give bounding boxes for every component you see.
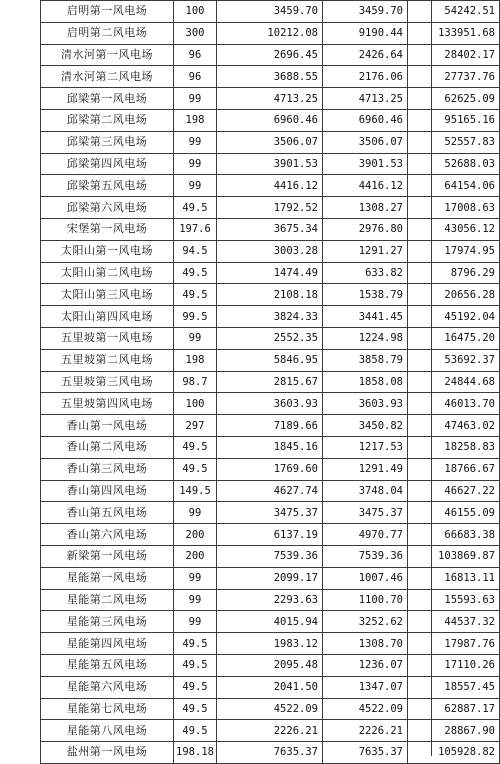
data-table-container xyxy=(40,0,495,759)
value-b-cell: 3459.70 xyxy=(323,1,408,23)
value-b-cell: 1858.08 xyxy=(323,371,408,393)
farm-name-cell: 香山第五风电场 xyxy=(41,502,174,524)
value-c-cell: 95165.16 xyxy=(408,109,500,131)
value-a-cell: 3459.70 xyxy=(217,1,323,23)
table-row xyxy=(41,545,500,567)
value-b-cell: 3603.93 xyxy=(323,393,408,415)
value-a-cell: 6960.46 xyxy=(217,109,323,131)
value-b-cell: 9190.44 xyxy=(323,22,408,44)
value-a-cell: 4713.25 xyxy=(217,88,323,110)
value-a-cell: 2696.45 xyxy=(217,44,323,66)
value-b-cell: 4522.09 xyxy=(323,698,408,720)
value-c-cell: 28402.17 xyxy=(408,44,500,66)
capacity-cell: 100 xyxy=(174,1,217,23)
value-b-cell: 1291.27 xyxy=(323,240,408,262)
farm-name-cell: 五里坡第二风电场 xyxy=(41,349,174,371)
capacity-cell: 99.5 xyxy=(174,306,217,328)
table-row xyxy=(41,393,500,415)
value-b-cell: 1308.70 xyxy=(323,633,408,655)
table-row xyxy=(41,567,500,589)
value-a-cell: 4416.12 xyxy=(217,175,323,197)
table-row xyxy=(41,524,500,546)
table-row xyxy=(41,349,500,371)
capacity-cell: 49.5 xyxy=(174,284,217,306)
value-b-cell: 3450.82 xyxy=(323,415,408,437)
value-a-cell: 3824.33 xyxy=(217,306,323,328)
capacity-cell: 49.5 xyxy=(174,633,217,655)
value-b-cell: 1347.07 xyxy=(323,676,408,698)
table-row xyxy=(41,109,500,131)
capacity-cell: 49.5 xyxy=(174,262,217,284)
value-c-cell: 17110.26 xyxy=(408,654,500,676)
table-row xyxy=(41,415,500,437)
value-a-cell: 2041.50 xyxy=(217,676,323,698)
table-row xyxy=(41,633,500,655)
farm-name-cell: 新梁第一风电场 xyxy=(41,545,174,567)
value-c-cell: 44537.32 xyxy=(408,611,500,633)
value-a-cell: 5846.95 xyxy=(217,349,323,371)
value-c-cell: 66683.38 xyxy=(408,524,500,546)
table-row xyxy=(41,589,500,611)
farm-name-cell: 清水河第一风电场 xyxy=(41,44,174,66)
value-b-cell: 3748.04 xyxy=(323,480,408,502)
farm-name-cell: 香山第三风电场 xyxy=(41,458,174,480)
capacity-cell: 49.5 xyxy=(174,720,217,742)
value-b-cell: 1007.46 xyxy=(323,567,408,589)
capacity-cell: 49.5 xyxy=(174,436,217,458)
value-a-cell: 2108.18 xyxy=(217,284,323,306)
value-a-cell: 2293.63 xyxy=(217,589,323,611)
value-b-cell: 7539.36 xyxy=(323,545,408,567)
farm-name-cell: 星能第七风电场 xyxy=(41,698,174,720)
value-a-cell: 7189.66 xyxy=(217,415,323,437)
value-b-cell: 3901.53 xyxy=(323,153,408,175)
value-c-cell: 46155.09 xyxy=(408,502,500,524)
value-b-cell: 3252.62 xyxy=(323,611,408,633)
table-row xyxy=(41,240,500,262)
value-c-cell: 18766.67 xyxy=(408,458,500,480)
value-c-cell: 17987.76 xyxy=(408,633,500,655)
table-row xyxy=(41,44,500,66)
value-b-cell: 6960.46 xyxy=(323,109,408,131)
value-a-cell: 3506.07 xyxy=(217,131,323,153)
table-row xyxy=(41,480,500,502)
table-row xyxy=(41,262,500,284)
value-c-cell: 62625.09 xyxy=(408,88,500,110)
value-c-cell: 64154.06 xyxy=(408,175,500,197)
value-b-cell: 2176.06 xyxy=(323,66,408,88)
value-c-cell: 52557.83 xyxy=(408,131,500,153)
capacity-cell: 99 xyxy=(174,131,217,153)
table-row xyxy=(41,742,500,764)
value-a-cell: 3901.53 xyxy=(217,153,323,175)
capacity-cell: 98.7 xyxy=(174,371,217,393)
value-c-cell: 53692.37 xyxy=(408,349,500,371)
value-a-cell: 1474.49 xyxy=(217,262,323,284)
capacity-cell: 200 xyxy=(174,524,217,546)
farm-name-cell: 盐州第一风电场 xyxy=(41,742,174,764)
farm-name-cell: 太阳山第三风电场 xyxy=(41,284,174,306)
farm-name-cell: 邱梁第五风电场 xyxy=(41,175,174,197)
farm-name-cell: 星能第四风电场 xyxy=(41,633,174,655)
value-b-cell: 3475.37 xyxy=(323,502,408,524)
value-a-cell: 2815.67 xyxy=(217,371,323,393)
farm-name-cell: 启明第一风电场 xyxy=(41,1,174,23)
farm-name-cell: 太阳山第四风电场 xyxy=(41,306,174,328)
farm-name-cell: 启明第二风电场 xyxy=(41,22,174,44)
value-c-cell: 46627.22 xyxy=(408,480,500,502)
capacity-cell: 198 xyxy=(174,349,217,371)
value-b-cell: 3858.79 xyxy=(323,349,408,371)
value-b-cell: 2976.80 xyxy=(323,218,408,240)
value-a-cell: 7635.37 xyxy=(217,742,323,764)
value-b-cell: 2426.64 xyxy=(323,44,408,66)
capacity-cell: 96 xyxy=(174,44,217,66)
value-c-cell: 52688.03 xyxy=(408,153,500,175)
farm-name-cell: 邱梁第二风电场 xyxy=(41,109,174,131)
farm-name-cell: 五里坡第三风电场 xyxy=(41,371,174,393)
value-c-cell: 18557.45 xyxy=(408,676,500,698)
capacity-cell: 198.18 xyxy=(174,742,217,764)
table-row xyxy=(41,698,500,720)
value-a-cell: 3003.28 xyxy=(217,240,323,262)
capacity-cell: 96 xyxy=(174,66,217,88)
value-b-cell: 1308.27 xyxy=(323,197,408,219)
value-b-cell: 4713.25 xyxy=(323,88,408,110)
table-row xyxy=(41,218,500,240)
value-c-cell: 16475.20 xyxy=(408,327,500,349)
table-row xyxy=(41,1,500,23)
value-c-cell: 27737.76 xyxy=(408,66,500,88)
value-a-cell: 2552.35 xyxy=(217,327,323,349)
table-row xyxy=(41,720,500,742)
table-row xyxy=(41,284,500,306)
farm-name-cell: 宋堡第一风电场 xyxy=(41,218,174,240)
farm-name-cell: 邱梁第三风电场 xyxy=(41,131,174,153)
farm-name-cell: 香山第四风电场 xyxy=(41,480,174,502)
value-c-cell: 105928.82 xyxy=(408,742,500,764)
value-a-cell: 7539.36 xyxy=(217,545,323,567)
value-c-cell: 62887.17 xyxy=(408,698,500,720)
farm-name-cell: 星能第八风电场 xyxy=(41,720,174,742)
capacity-cell: 49.5 xyxy=(174,676,217,698)
farm-name-cell: 清水河第二风电场 xyxy=(41,66,174,88)
farm-name-cell: 邱梁第一风电场 xyxy=(41,88,174,110)
value-c-cell: 8796.29 xyxy=(408,262,500,284)
table-row xyxy=(41,22,500,44)
value-b-cell: 1538.79 xyxy=(323,284,408,306)
value-a-cell: 2099.17 xyxy=(217,567,323,589)
capacity-cell: 297 xyxy=(174,415,217,437)
farm-name-cell: 太阳山第二风电场 xyxy=(41,262,174,284)
value-c-cell: 24844.68 xyxy=(408,371,500,393)
capacity-cell: 99 xyxy=(174,502,217,524)
table-row xyxy=(41,611,500,633)
table-row xyxy=(41,306,500,328)
value-a-cell: 2095.48 xyxy=(217,654,323,676)
farm-name-cell: 香山第一风电场 xyxy=(41,415,174,437)
value-b-cell: 4416.12 xyxy=(323,175,408,197)
value-a-cell: 4627.74 xyxy=(217,480,323,502)
farm-name-cell: 星能第一风电场 xyxy=(41,567,174,589)
value-b-cell: 2226.21 xyxy=(323,720,408,742)
value-a-cell: 4522.09 xyxy=(217,698,323,720)
value-a-cell: 6137.19 xyxy=(217,524,323,546)
value-b-cell: 1100.70 xyxy=(323,589,408,611)
capacity-cell: 198 xyxy=(174,109,217,131)
value-c-cell: 17974.95 xyxy=(408,240,500,262)
table-body xyxy=(41,1,500,764)
capacity-cell: 149.5 xyxy=(174,480,217,502)
farm-name-cell: 星能第三风电场 xyxy=(41,611,174,633)
farm-name-cell: 五里坡第四风电场 xyxy=(41,393,174,415)
capacity-cell: 99 xyxy=(174,611,217,633)
table-row xyxy=(41,131,500,153)
value-b-cell: 3506.07 xyxy=(323,131,408,153)
value-c-cell: 103869.87 xyxy=(408,545,500,567)
capacity-cell: 200 xyxy=(174,545,217,567)
capacity-cell: 99 xyxy=(174,88,217,110)
table-row xyxy=(41,88,500,110)
table-row xyxy=(41,502,500,524)
value-c-cell: 17008.63 xyxy=(408,197,500,219)
capacity-cell: 99 xyxy=(174,327,217,349)
value-b-cell: 4970.77 xyxy=(323,524,408,546)
value-a-cell: 1792.52 xyxy=(217,197,323,219)
wind-farm-table xyxy=(40,0,500,764)
farm-name-cell: 星能第五风电场 xyxy=(41,654,174,676)
capacity-cell: 99 xyxy=(174,567,217,589)
value-a-cell: 3603.93 xyxy=(217,393,323,415)
value-c-cell: 16813.11 xyxy=(408,567,500,589)
table-row xyxy=(41,676,500,698)
capacity-cell: 49.5 xyxy=(174,458,217,480)
value-a-cell: 3688.55 xyxy=(217,66,323,88)
table-row xyxy=(41,371,500,393)
value-a-cell: 2226.21 xyxy=(217,720,323,742)
value-c-cell: 45192.04 xyxy=(408,306,500,328)
value-b-cell: 7635.37 xyxy=(323,742,408,764)
value-b-cell: 3441.45 xyxy=(323,306,408,328)
value-b-cell: 633.82 xyxy=(323,262,408,284)
value-b-cell: 1291.49 xyxy=(323,458,408,480)
capacity-cell: 300 xyxy=(174,22,217,44)
table-row xyxy=(41,66,500,88)
value-a-cell: 1983.12 xyxy=(217,633,323,655)
value-c-cell: 20656.28 xyxy=(408,284,500,306)
farm-name-cell: 香山第六风电场 xyxy=(41,524,174,546)
value-c-cell: 54242.51 xyxy=(408,1,500,23)
value-a-cell: 3475.37 xyxy=(217,502,323,524)
table-row xyxy=(41,153,500,175)
value-b-cell: 1236.07 xyxy=(323,654,408,676)
value-a-cell: 3675.34 xyxy=(217,218,323,240)
farm-name-cell: 星能第六风电场 xyxy=(41,676,174,698)
table-row xyxy=(41,197,500,219)
farm-name-cell: 邱梁第四风电场 xyxy=(41,153,174,175)
table-row xyxy=(41,654,500,676)
table-row xyxy=(41,175,500,197)
value-c-cell: 46013.70 xyxy=(408,393,500,415)
capacity-cell: 94.5 xyxy=(174,240,217,262)
capacity-cell: 197.6 xyxy=(174,218,217,240)
value-b-cell: 1217.53 xyxy=(323,436,408,458)
capacity-cell: 99 xyxy=(174,589,217,611)
value-c-cell: 18258.83 xyxy=(408,436,500,458)
capacity-cell: 99 xyxy=(174,153,217,175)
table-row xyxy=(41,327,500,349)
farm-name-cell: 香山第二风电场 xyxy=(41,436,174,458)
value-c-cell: 28867.90 xyxy=(408,720,500,742)
value-a-cell: 10212.08 xyxy=(217,22,323,44)
value-c-cell: 43056.12 xyxy=(408,218,500,240)
table-row xyxy=(41,458,500,480)
capacity-cell: 49.5 xyxy=(174,698,217,720)
value-c-cell: 133951.68 xyxy=(408,22,500,44)
value-a-cell: 1769.60 xyxy=(217,458,323,480)
value-c-cell: 15593.63 xyxy=(408,589,500,611)
farm-name-cell: 邱梁第六风电场 xyxy=(41,197,174,219)
value-b-cell: 1224.98 xyxy=(323,327,408,349)
capacity-cell: 49.5 xyxy=(174,197,217,219)
capacity-cell: 100 xyxy=(174,393,217,415)
farm-name-cell: 星能第二风电场 xyxy=(41,589,174,611)
value-a-cell: 4015.94 xyxy=(217,611,323,633)
capacity-cell: 99 xyxy=(174,175,217,197)
value-c-cell: 47463.02 xyxy=(408,415,500,437)
farm-name-cell: 五里坡第一风电场 xyxy=(41,327,174,349)
value-a-cell: 1845.16 xyxy=(217,436,323,458)
table-row xyxy=(41,436,500,458)
capacity-cell: 49.5 xyxy=(174,654,217,676)
farm-name-cell: 太阳山第一风电场 xyxy=(41,240,174,262)
